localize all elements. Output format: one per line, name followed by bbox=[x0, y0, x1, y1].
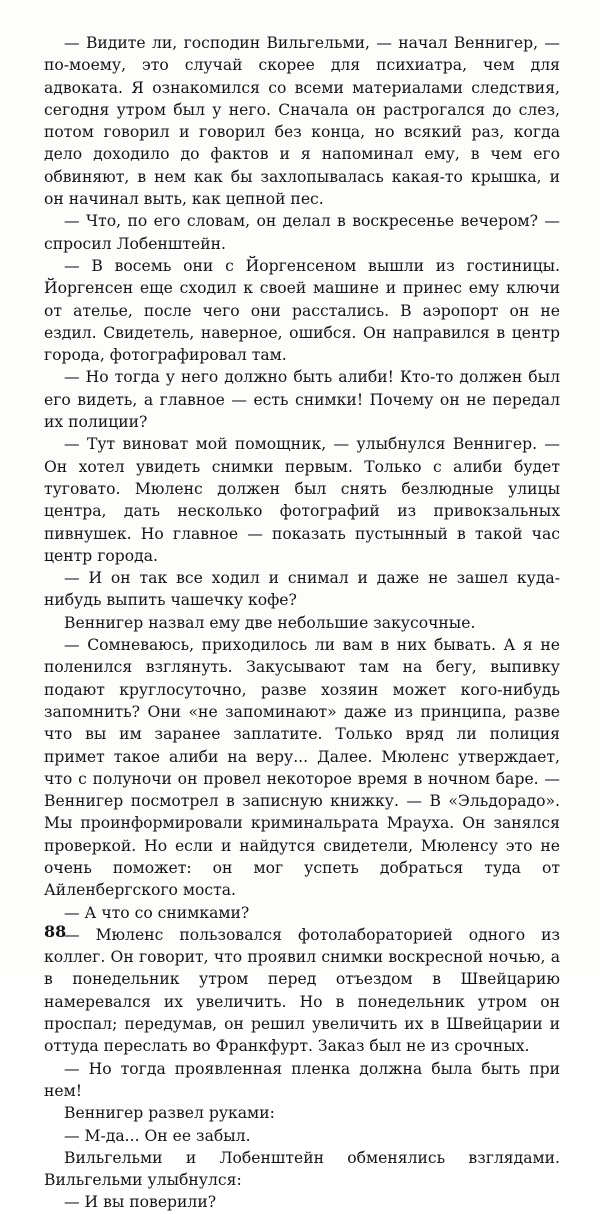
paragraph-11: — Но тогда проявленная пленка должна была быть при нем! bbox=[44, 1059, 560, 1100]
paragraph-3: — В восемь они с Йоргенсеном вышли из гостиницы. Йоргенсен еще сходил к своей машине и принес ему ключи от ателье, после чего они расстались. В аэропорт он не ездил. Свидетель, наверное, ошибся. Он направился в центр города, фотографировал там. bbox=[44, 256, 560, 365]
paragraph-5: — Тут виноват мой помощник, — улыбнулся Веннигер. — Он хотел увидеть снимки первым. Только с алиби будет туговато. Мюленс должен был снять безлюдные улицы центра, дать несколько фотографий из привокзальных пивнушек. Но главное — показать пустынный в такой час центр города. bbox=[44, 435, 560, 565]
paragraph-6: — И он так все ходил и снимал и даже не зашел куда-нибудь выпить чашечку кофе? bbox=[44, 569, 560, 610]
paragraph-10: — Мюленс пользовался фотолабораторией одного из коллег. Он говорит, что проявил снимки воскресной ночью, а в понедельник утром перед отъездом в Швейцарию намеревался их увеличить. Но в понедельник утром он проспал; передумав, он решил увеличить их в Швейцарии и оттуда переслать во Франкфурт. Заказ был не из срочных. bbox=[44, 925, 560, 1056]
paragraph-14: Вильгельми и Лобенштейн обменялись взглядами. Вильгельми улыбнулся: bbox=[44, 1148, 560, 1190]
paragraph-4: — Но тогда у него должно быть алиби! Кто-то должен был его видеть, а главное — есть снимки! Почему он не передал их полиции? bbox=[44, 368, 560, 432]
paragraph-8: — Сомневаюсь, приходилось ли вам в них бывать. А я не поленился взглянуть. Закусывают там на бегу, выпивку подают круглосуточно, разве хозяин может кого-нибудь запомнить? Они «не запоминают» даже из принципа, разве что вы им заранее заплатите. Только вряд ли полиция примет такое алиби на веру... Далее. Мюленс утверждает, что с полуночи он провел некоторое время в ночном баре. — Веннигер посмотрел в записную книжку. — В «Эльдорадо». Мы проинформировали криминальрата Мрауха. Он занялся проверкой. Но если и найдутся свидетели, Мюленсу это не очень поможет: он мог успеть добраться туда от Айленбергского моста. bbox=[44, 636, 560, 900]
page-number: 88 bbox=[44, 922, 67, 941]
paragraph-13: — М-да... Он ее забыл. bbox=[64, 1126, 251, 1145]
paragraph-12: Веннигер развел руками: bbox=[64, 1104, 275, 1123]
paragraph-2: — Что, по его словам, он делал в воскресенье вечером? — спросил Лобенштейн. bbox=[44, 212, 560, 253]
paragraph-9: — А что со снимками? bbox=[64, 903, 250, 922]
paragraph-15: — И вы поверили? bbox=[64, 1193, 217, 1212]
text-column bbox=[44, 32, 560, 1214]
paragraph-7: Веннигер назвал ему две небольшие закусочные. bbox=[64, 613, 476, 632]
paragraph-1: — Видите ли, господин Вильгельми, — начал Веннигер, — по-моему, это случай скорее для психиатра, чем для адвоката. Я ознакомился со всеми материалами следствия, сегодня утром был у него. Сначала он растрогался до слез, потом говорил и говорил без конца, но всякий раз, когда дело доходило до фактов и я напоминал ему, в чем его обвиняют, в нем как бы захлопывалась какая-то крышка, и он начинал выть, как цепной пес. bbox=[44, 34, 560, 209]
